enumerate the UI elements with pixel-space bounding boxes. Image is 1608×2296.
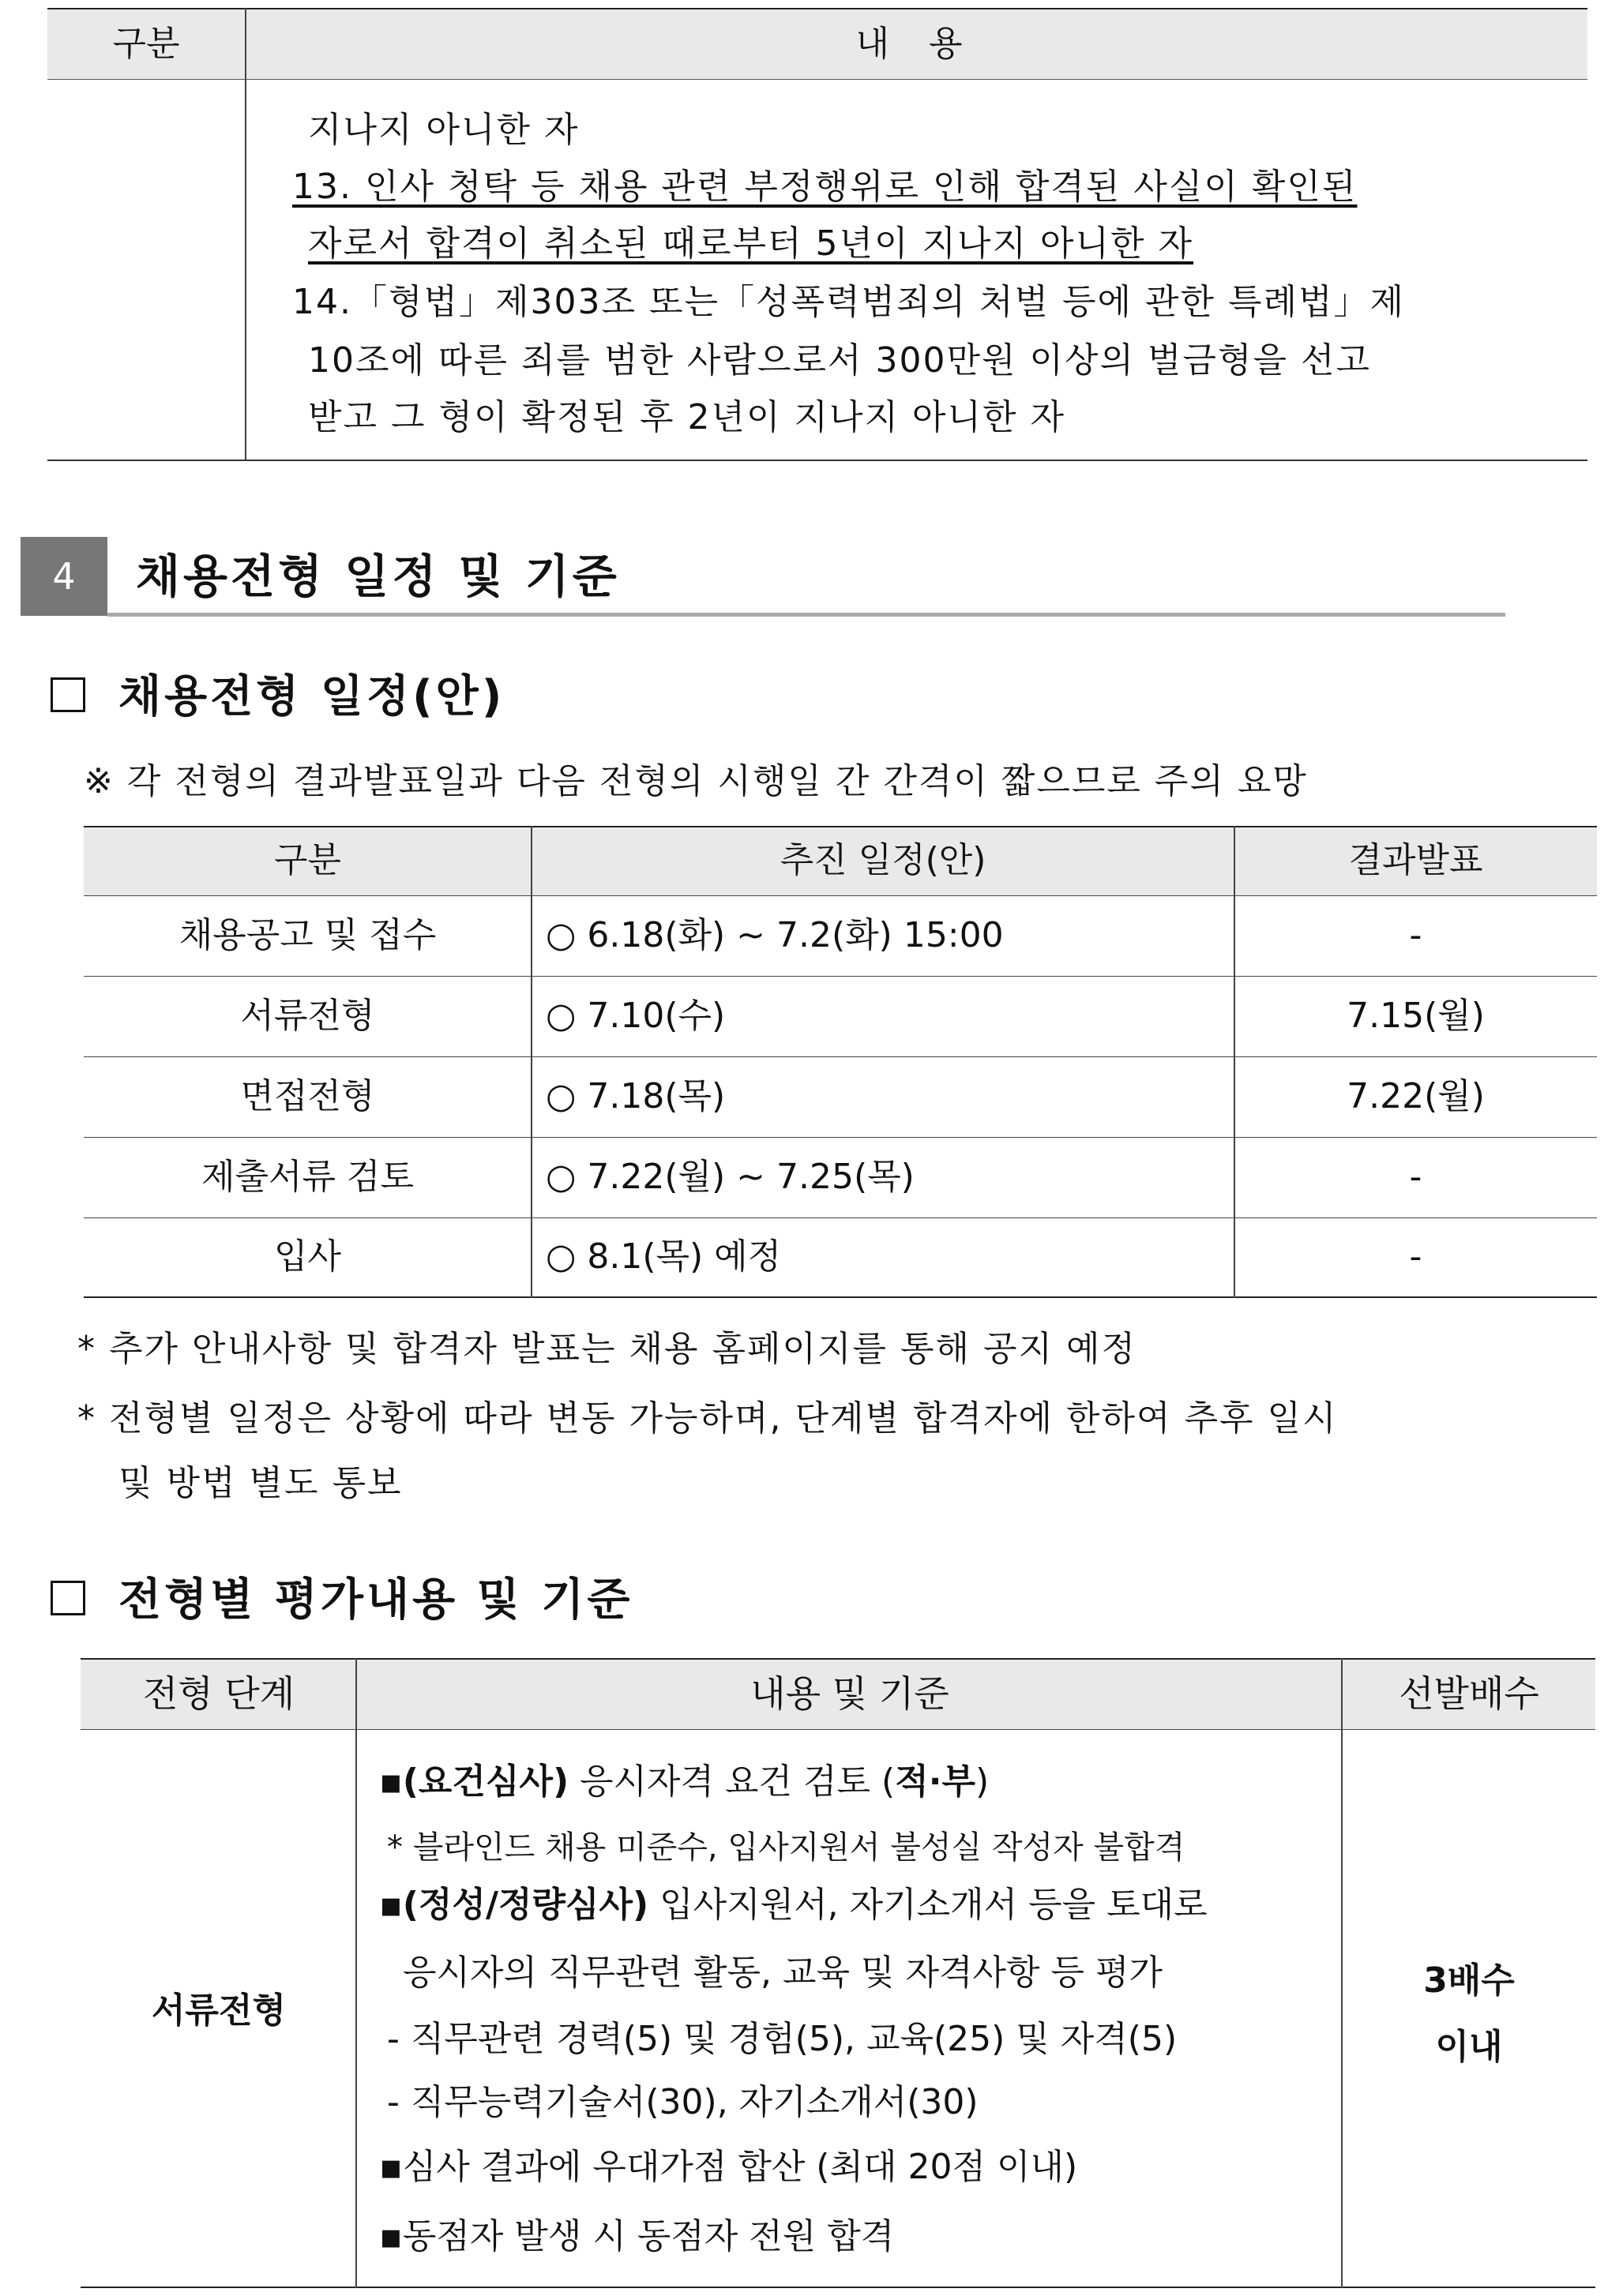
header-category: 구분 xyxy=(112,24,180,64)
schedule-stage: 제출서류 검토 xyxy=(201,1157,414,1197)
schedule-result: 7.15(월) xyxy=(1347,996,1485,1036)
schedule-note: 및 방법 별도 통보 xyxy=(118,1463,403,1503)
header-result: 결과발표 xyxy=(1348,840,1483,880)
criteria-line xyxy=(379,1876,1208,1926)
schedule-result: - xyxy=(1409,1157,1422,1197)
criteria-text: 입사지원서, 자기소개서 등을 토대로 xyxy=(648,1885,1208,1925)
schedule-result: 7.22(월) xyxy=(1347,1076,1485,1116)
section-title: 채용전형 일정 및 기준 xyxy=(136,550,620,603)
column-divider xyxy=(245,8,246,460)
schedule-stage: 서류전형 xyxy=(240,996,375,1036)
schedule-note: * 전형별 일정은 상황에 따라 변동 가능하며, 단계별 합격자에 한하여 추후 일시 xyxy=(77,1398,1338,1439)
table-header xyxy=(47,8,1587,80)
schedule-date: ○ 7.10(수) xyxy=(546,996,726,1036)
schedule-date: ○ 7.18(목) xyxy=(546,1076,726,1116)
criteria-text-end: ) xyxy=(975,1761,990,1802)
table-line: 자로서 합격이 취소된 때로부터 5년이 지나지 아니한 자 xyxy=(308,223,1193,264)
header-criteria: 내용 및 기준 xyxy=(750,1672,949,1715)
schedule-stage: 입사 xyxy=(273,1236,341,1277)
criteria-line: ▪심사 결과에 우대가점 합산 (최대 20점 이내) xyxy=(379,2147,1078,2187)
row-divider xyxy=(81,1729,1595,1730)
disqualification-table xyxy=(47,8,1587,460)
criteria-sub: - 직무능력기술서(30), 자기소개서(30) xyxy=(387,2082,979,2122)
criteria-note: * 블라인드 채용 미준수, 입사지원서 불성실 작성자 불합격 xyxy=(387,1829,1185,1866)
schedule-result: - xyxy=(1409,1236,1422,1277)
checkbox-icon xyxy=(51,1581,85,1615)
header-stage: 전형 단계 xyxy=(142,1672,295,1715)
table-line: 받고 그 형이 확정된 후 2년이 지나지 아니한 자 xyxy=(308,397,1065,437)
criteria-line: 응시자의 직무관련 활동, 교육 및 자격사항 등 평가 xyxy=(403,1953,1163,1993)
schedule-stage: 채용공고 및 접수 xyxy=(178,915,437,955)
criteria-sub: - 직무관련 경력(5) 및 경험(5), 교육(25) 및 자격(5) xyxy=(387,2019,1178,2059)
schedule-note: * 추가 안내사항 및 합격자 발표는 채용 홈페이지를 통해 공지 예정 xyxy=(77,1329,1136,1369)
table-line: 14.「형법」제303조 또는「성폭력범죄의 처벌 등에 관한 특례법」제 xyxy=(292,282,1405,322)
header-ratio: 선발배수 xyxy=(1399,1672,1539,1715)
table-bottom-border xyxy=(81,2287,1595,2288)
section-number: 4 xyxy=(21,537,107,616)
table-bottom-border xyxy=(84,1296,1597,1298)
header-category: 구분 xyxy=(273,840,341,880)
schedule-date: ○ 7.22(월) ~ 7.25(목) xyxy=(546,1157,915,1197)
header-content: 내 용 xyxy=(855,24,977,64)
schedule-stage: 면접전형 xyxy=(240,1076,375,1116)
criteria-line: ▪동점자 발생 시 동점자 전원 합격 xyxy=(379,2216,895,2257)
table-line: 10조에 따른 죄를 범한 사람으로서 300만원 이상의 벌금형을 선고 xyxy=(308,340,1371,381)
schedule-table xyxy=(84,826,1597,1298)
selection-ratio: 3배수 xyxy=(1423,1960,1515,2001)
schedule-caution: ※ 각 전형의 결과발표일과 다음 전형의 시행일 간 간격이 짧으므로 주의 요망 xyxy=(84,761,1308,801)
evaluation-stage: 서류전형 xyxy=(151,1990,286,2031)
criteria-heading: ▪(요건심사) xyxy=(379,1761,569,1802)
criteria-heading: ▪(정성/정량심사) xyxy=(379,1885,649,1925)
table-bottom-border xyxy=(47,460,1587,461)
schedule-result: - xyxy=(1409,915,1422,955)
table-line: 13. 인사 청탁 등 채용 관련 부정행위로 인해 합격된 사실이 확인된 xyxy=(292,167,1358,207)
schedule-title: 채용전형 일정(안) xyxy=(118,671,505,722)
evaluation-title: 전형별 평가내용 및 기준 xyxy=(118,1574,633,1626)
header-schedule: 추진 일정(안) xyxy=(780,840,986,880)
section-underline xyxy=(107,613,1505,617)
evaluation-table xyxy=(81,1658,1595,2288)
selection-ratio-suffix: 이내 xyxy=(1435,2027,1503,2067)
criteria-line xyxy=(379,1753,989,1803)
schedule-date: ○ 8.1(목) 예정 xyxy=(546,1236,782,1277)
checkbox-icon xyxy=(51,677,85,712)
table-line: 지나지 아니한 자 xyxy=(308,110,580,150)
criteria-text: 응시자격 요건 검토 ( xyxy=(569,1761,896,1802)
column-divider xyxy=(355,1658,357,2288)
schedule-date: ○ 6.18(화) ~ 7.2(화) 15:00 xyxy=(546,915,1004,955)
criteria-pass-fail: 적·부 xyxy=(895,1761,975,1802)
